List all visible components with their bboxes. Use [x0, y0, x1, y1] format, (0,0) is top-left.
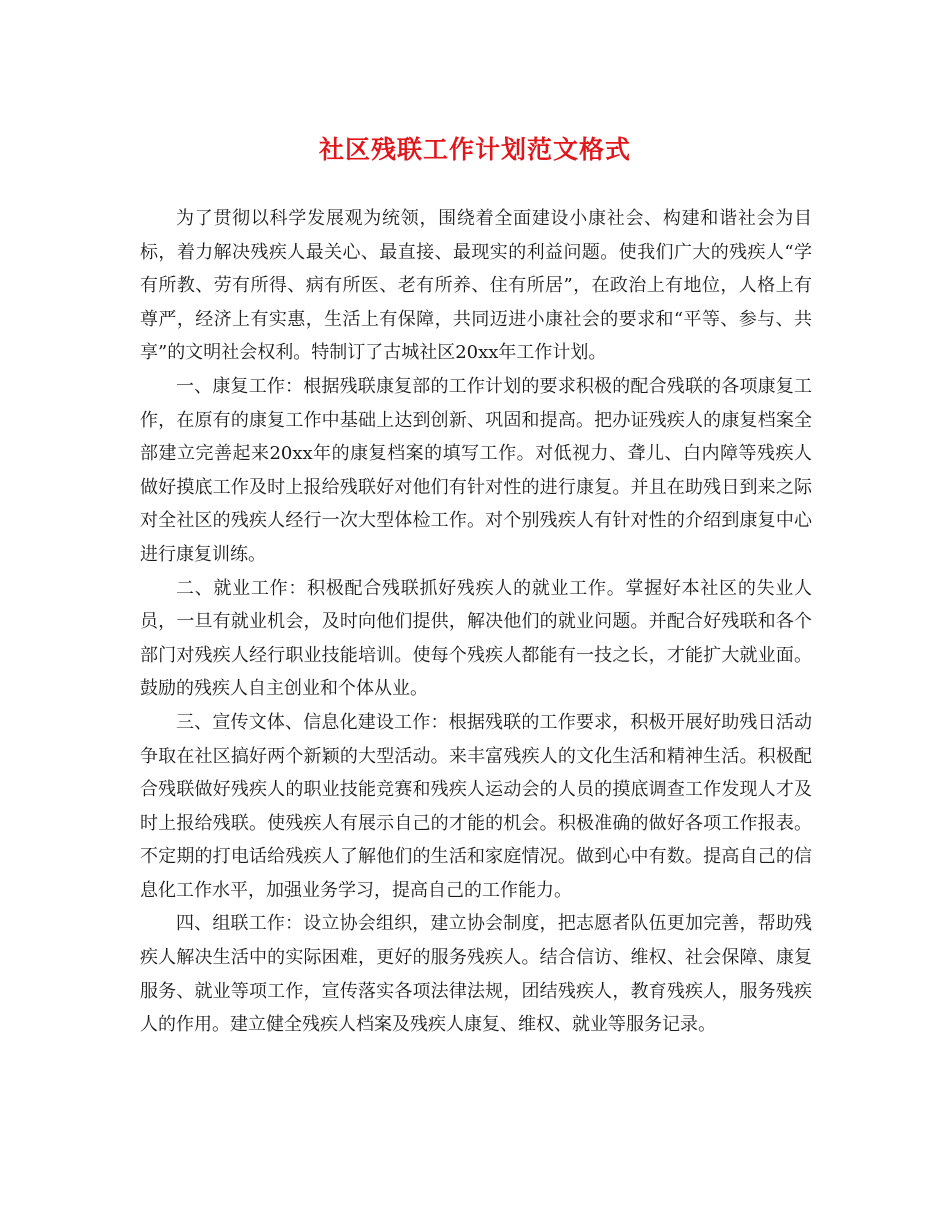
paragraph-organization: 四、组联工作：设立协会组织，建立协会制度，把志愿者队伍更加完善，帮助残疾人解决生活中的实际困难，更好的服务残疾人。结合信访、维权、社会保障、康复服务、就业等项工作，宣传落实各项法律法规，团结残疾人，教育残疾人，服务残疾人的作用。建立健全残疾人档案及残疾人康复、维权、就业等服务记录。	[140, 913, 812, 1036]
paragraph-employment: 二、就业工作：积极配合残联抓好残疾人的就业工作。掌握好本社区的失业人员，一旦有就业机会，及时向他们提供，解决他们的就业问题。并配合好残联和各个部门对残疾人经行职业技能培训。使每个残疾人都能有一技之长，才能扩大就业面。鼓励的残疾人自主创业和个体从业。	[140, 577, 812, 700]
document-body	[140, 202, 812, 1042]
document-title: 社区残联工作计划范文格式	[318, 135, 631, 164]
paragraph-rehabilitation: 一、康复工作：根据残联康复部的工作计划的要求积极的配合残联的各项康复工作，在原有的康复工作中基础上达到创新、巩固和提高。把办证残疾人的康复档案全部建立完善起来20xx年的康复档案的填写工作。对低视力、聋儿、白内障等残疾人做好摸底工作及时上报给残联好对他们有针对性的进行康复。并且在助残日到来之际对全社区的残疾人经行一次大型体检工作。对个别残疾人有针对性的介绍到康复中心进行康复训练。	[140, 375, 812, 565]
paragraph-publicity-culture: 三、宣传文体、信息化建设工作：根据残联的工作要求，积极开展好助残日活动争取在社区搞好两个新颖的大型活动。来丰富残疾人的文化生活和精神生活。积极配合残联做好残疾人的职业技能竞赛和残疾人运动会的人员的摸底调查工作发现人才及时上报给残联。使残疾人有展示自己的才能的机会。积极准确的做好各项工作报表。不定期的打电话给残疾人了解他们的生活和家庭情况。做到心中有数。提高自己的信息化工作水平，加强业务学习，提高自己的工作能力。	[140, 711, 812, 901]
paragraph-intro: 为了贯彻以科学发展观为统领，围绕着全面建设小康社会、构建和谐社会为目标，着力解决残疾人最关心、最直接、最现实的利益问题。使我们广大的残疾人“学有所教、劳有所得、病有所医、老有所养、住有所居”，在政治上有地位，人格上有尊严，经济上有实惠，生活上有保障，共同迈进小康社会的要求和“平等、参与、共享”的文明社会权利。特制订了古城社区20xx年工作计划。	[140, 208, 812, 364]
